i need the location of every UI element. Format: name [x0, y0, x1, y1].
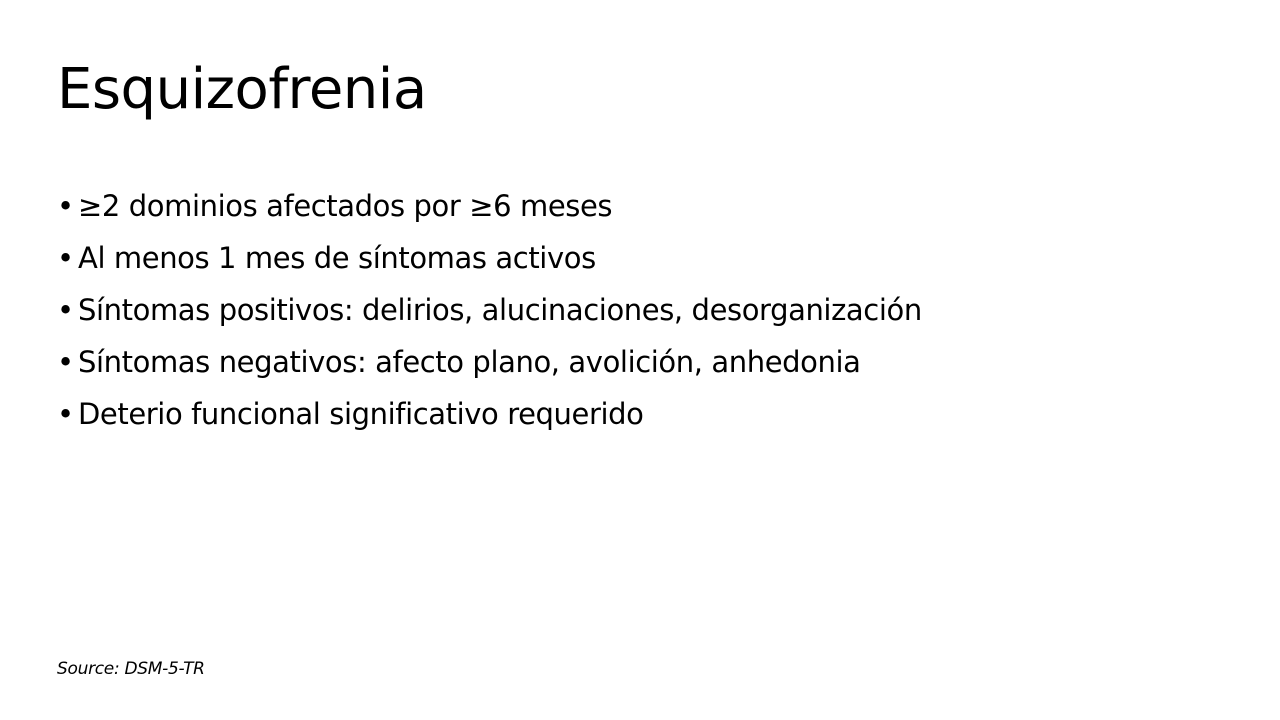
bullet-item	[57, 184, 922, 236]
bullet-marker: •	[57, 397, 74, 431]
bullet-marker: •	[57, 345, 74, 379]
bullet-text: Síntomas negativos: afecto plano, avolición, anhedonia	[78, 345, 861, 379]
bullet-item	[57, 392, 922, 444]
bullet-marker: •	[57, 241, 74, 275]
source-citation: Source: DSM-5-TR	[57, 659, 205, 679]
bullet-text: Síntomas positivos: delirios, alucinaciones, desorganización	[78, 293, 922, 327]
bullet-item	[57, 236, 922, 288]
bullet-marker: •	[57, 293, 74, 327]
bullet-text: Deterio funcional significativo requerido	[78, 397, 644, 431]
bullet-text: Al menos 1 mes de síntomas activos	[78, 241, 596, 275]
bullet-list	[57, 184, 922, 444]
bullet-item	[57, 288, 922, 340]
bullet-item	[57, 340, 922, 392]
bullet-text: ≥2 dominios afectados por ≥6 meses	[78, 189, 613, 223]
slide-title: Esquizofrenia	[57, 57, 427, 122]
bullet-marker: •	[57, 189, 74, 223]
